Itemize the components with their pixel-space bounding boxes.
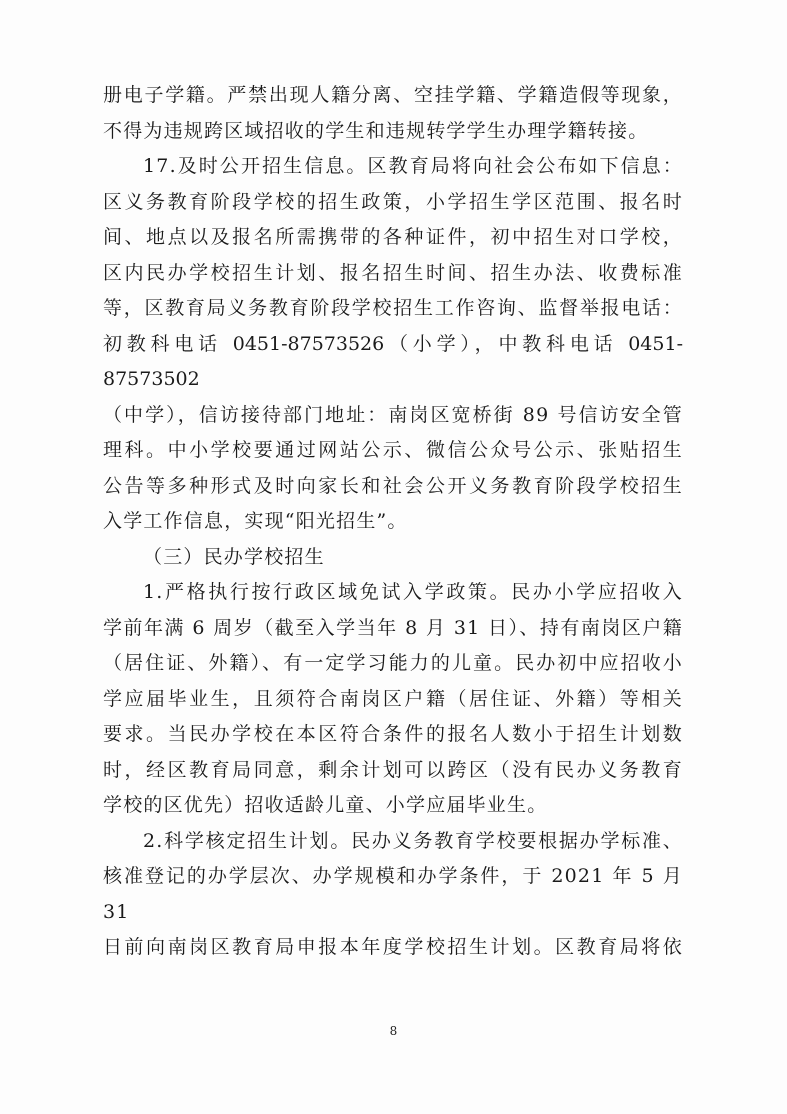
text-line: 17.及时公开招生信息。区教育局将向社会公布如下信息： — [143, 155, 683, 177]
text-line: 学应届毕业生，且须符合南岗区户籍（居住证、外籍）等相关 — [103, 687, 683, 710]
paragraph-item-1 — [103, 575, 683, 824]
text-line: 入学工作信息，实现“阳光招生”。 — [103, 510, 408, 532]
text-line: 册电子学籍。严禁出现人籍分离、空挂学籍、学籍造假等现象， — [103, 84, 683, 106]
page-number: 8 — [389, 1024, 398, 1038]
text-line: 不得为违规跨区域招收的学生和违规转学学生办理学籍转接。 — [103, 119, 649, 142]
text-line: 时，经区教育局同意，剩余计划可以跨区（没有民办义务教育 — [103, 758, 683, 781]
text-line: 核准登记的办学层次、办学规模和办学条件，于 2021 年 5 月 31 — [103, 865, 683, 923]
text-line: 间、地点以及报名所需携带的各种证件，初中招生对口学校， — [103, 226, 683, 248]
text-line: （居住证、外籍）、有一定学习能力的儿童。民办初中应招收小 — [103, 652, 683, 674]
text-line: 2.科学核定招生计划。民办义务教育学校要根据办学标准、 — [143, 829, 683, 852]
paragraph-item-17 — [103, 149, 683, 540]
text-line: （中学），信访接待部门地址：南岗区宽桥街 89 号信访安全管 — [103, 403, 683, 426]
text-line: 1.严格执行按行政区域免试入学政策。民办小学应招收入 — [143, 581, 683, 603]
document-body — [103, 78, 683, 966]
text-line: 要求。当民办学校在本区符合条件的报名人数小于招生计划数 — [103, 723, 683, 745]
text-line: 学校的区优先）招收适龄儿童、小学应届毕业生。 — [103, 794, 548, 816]
text-line: 日前向南岗区教育局申报本年度学校招生计划。区教育局将依 — [103, 936, 683, 958]
text-line: 公告等多种形式及时向家长和社会公开义务教育阶段学校招生 — [103, 474, 683, 497]
paragraph-student-records — [103, 78, 683, 149]
text-line: 区义务教育阶段学校的招生政策，小学招生学区范围、报名时 — [103, 190, 683, 213]
text-line: 等，区教育局义务教育阶段学校招生工作咨询、监督举报电话： — [103, 297, 683, 319]
text-line: 理科。中小学校要通过网站公示、微信公众号公示、张贴招生 — [103, 439, 683, 461]
text-line: 学前年满 6 周岁（截至入学当年 8 月 31 日）、持有南岗区户籍 — [103, 616, 683, 639]
paragraph-item-2 — [103, 824, 683, 966]
section-heading-private-schools — [103, 540, 683, 576]
text-line: 区内民办学校招生计划、报名招生时间、招生办法、收费标准 — [103, 261, 683, 284]
text-line: 初教科电话 0451-87573526（小学），中教科电话 0451-87573502 — [103, 332, 683, 390]
heading-text: （三）民办学校招生 — [143, 545, 325, 568]
